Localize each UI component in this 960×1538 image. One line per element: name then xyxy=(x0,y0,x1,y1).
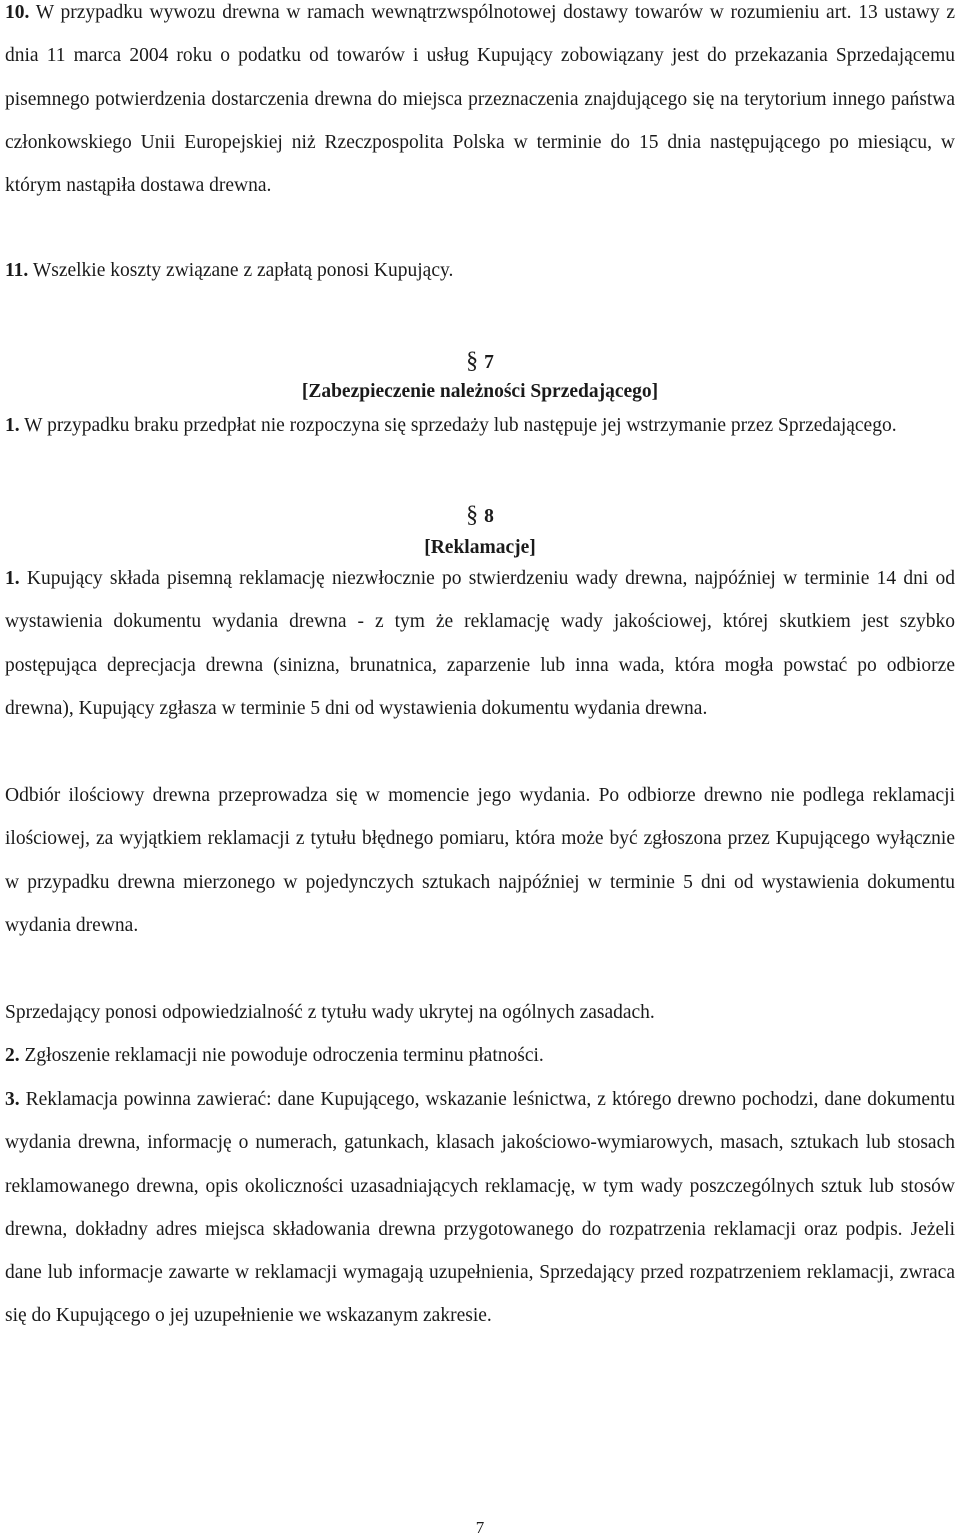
section-symbol: § xyxy=(466,502,479,528)
paragraph-number: 10. xyxy=(5,2,30,23)
paragraph-number: 1. xyxy=(5,568,20,589)
paragraph-text: W przypadku wywozu drewna w ramach wewnątrzwspólnotowej dostawy towarów w rozumieniu art. 13 ustawy z dnia 11 marca 2004 roku o podatku od towarów i usług Kupujący zobowiązany jest do przekazania Sprzedającemu pisemnego potwierdzenia dostarczenia drewna do miejsca przeznaczenia znajdującego się na terytorium innego państwa członkowskiego Unii Europejskiej niż Rzeczpospolita Polska w terminie do 15 dnia następującego po miesiącu, w którym nastąpiła dostawa drewna. xyxy=(5,2,955,197)
paragraph-text: Zgłoszenie reklamacji nie powoduje odroczenia terminu płatności. xyxy=(19,1045,544,1066)
paragraph-11 xyxy=(5,249,955,292)
paragraph-text: Reklamacja powinna zawierać: dane Kupującego, wskazanie leśnictwa, z którego drewno pochodzi, dane dokumentu wydania drewna, informację o numerach, gatunkach, klasach jakościowo-wymiarowych, masach, sztukach lub stosach reklamowanego drewna, opis okoliczności uzasadniających reklamację, w tym wady poszczególnych sztuk lub stosów drewna, dokładny adres miejsca składowania drewna przygotowanego do rozpatrzenia reklamacji oraz podpis. Jeżeli dane lub informacje zawarte w reklamacji wymagają uzupełnienia, Sprzedający przed rozpatrzeniem reklamacji, zwraca się do Kupującego o jej uzupełnienie we wskazanym zakresie. xyxy=(5,1089,955,1327)
section-8-paragraph-1-receipt: Odbiór ilościowy drewna przeprowadza się w momencie jego wydania. Po odbiorze drewno nie podlega reklamacji ilościowej, za wyjątkiem reklamacji z tytułu błędnego pomiaru, która może być zgłoszona przez Kupującego wyłącznie w przypadku drewna mierzonego w pojedynczych sztukach najpóźniej w terminie 5 dni od wystawienia dokumentu wydania drewna. xyxy=(5,785,955,936)
section-8-paragraph-1-liability: Sprzedający ponosi odpowiedzialność z tytułu wady ukrytej na ogólnych zasadach. xyxy=(5,1002,655,1023)
paragraph-number: 1. xyxy=(5,415,20,436)
paragraph-number: 2. xyxy=(5,1045,20,1066)
paragraph-text: Wszelkie koszty związane z zapłatą ponosi Kupujący. xyxy=(28,260,454,281)
section-8-paragraph-3 xyxy=(5,1078,955,1338)
section-7-title: [Zabezpieczenie należności Sprzedającego] xyxy=(301,381,659,402)
page-number: 7 xyxy=(475,1518,485,1537)
section-8-title: [Reklamacje] xyxy=(424,537,536,558)
section-symbol: § xyxy=(466,348,479,374)
section-7-paragraph-1 xyxy=(5,404,955,447)
section-8-paragraph-1 xyxy=(5,557,955,730)
paragraph-number: 11. xyxy=(5,260,29,281)
paragraph-10 xyxy=(5,0,955,207)
paragraph-text: W przypadku braku przedpłat nie rozpoczyna się sprzedaży lub następuje jej wstrzymanie przez Sprzedającego. xyxy=(19,415,897,436)
section-7-number: § 7 xyxy=(466,348,494,374)
section-8-paragraph-2 xyxy=(5,1034,955,1077)
paragraph-number: 3. xyxy=(5,1089,20,1110)
paragraph-text: Kupujący składa pisemną reklamację niezwłocznie po stwierdzeniu wady drewna, najpóźniej w terminie 14 dni od wystawienia dokumentu wydania drewna - z tym że reklamację wady jakościowej, której skutkiem jest szybko postępująca deprecjacja drewna (sinizna, brunatnica, zaparzenie lub inna wada, która mogła powstać po odbiorze drewna), Kupujący zgłasza w terminie 5 dni od wystawienia dokumentu wydania drewna. xyxy=(5,568,955,719)
section-8-number: § 8 xyxy=(466,502,494,528)
